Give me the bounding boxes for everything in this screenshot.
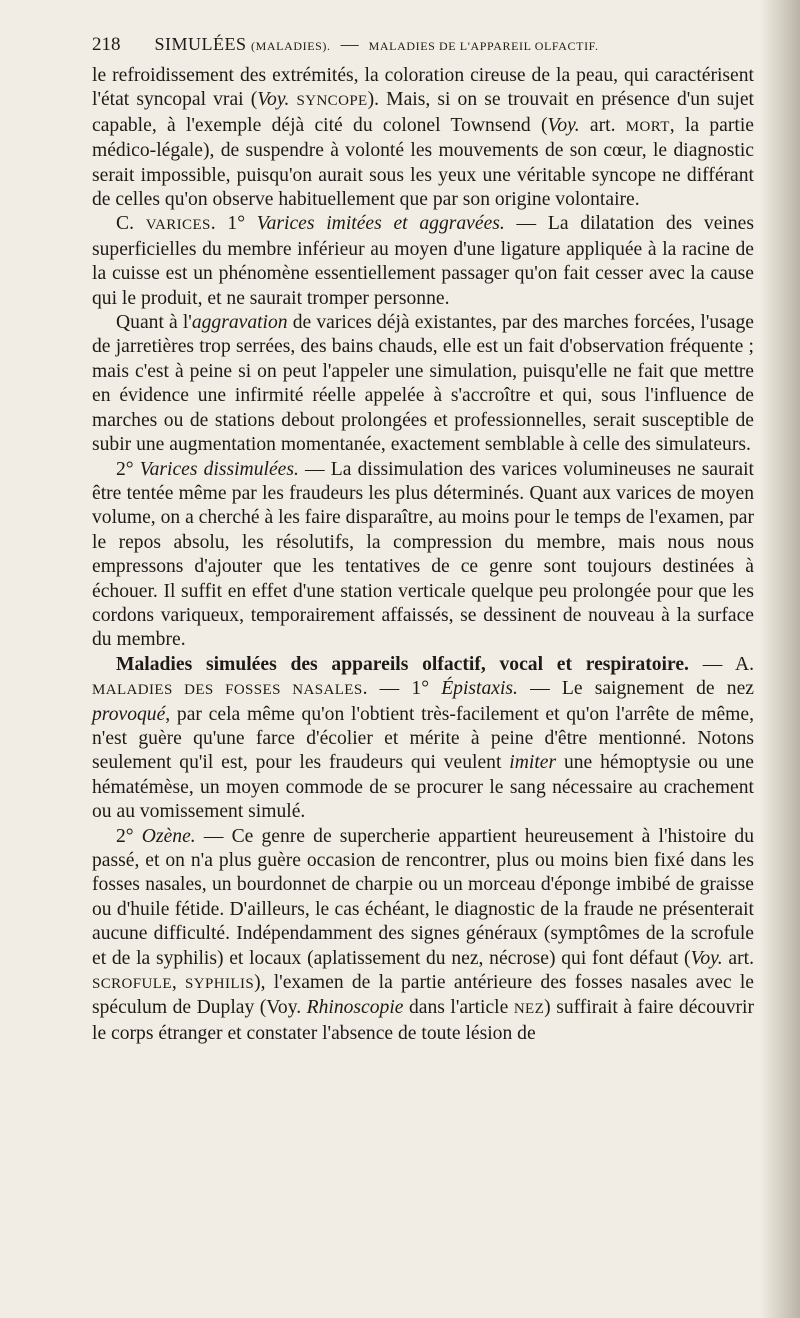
running-dash: — — [340, 34, 359, 54]
page-number: 218 — [92, 34, 121, 55]
paragraph-aggravation — [92, 311, 754, 457]
text-run: , — [171, 972, 186, 994]
book-page — [92, 34, 754, 1046]
text-run: 2° — [116, 825, 142, 847]
text-run: Voy. — [257, 89, 290, 111]
text-run: — La dissimulation des varices volumineuses ne saurait être tentée même par les fraudeurs les plus déterminés. Quant aux varices de moyen volume, on a cherché à les faire disparaître, au moins pour le temps de l'examen, par le repos absolu, les résolutifs, la compression du membre, mais nous nous empressons d'ajouter que les tentatives de ce genre sont toujours destinées à échouer. Il suffit en effet d'une station verticale quelque peu prolongée pour que les cordons variqueux, temporairement affaissés, se dessinent de nouveau à la surface du membre. — [92, 458, 755, 651]
text-run: ). Mais, si on se trouvait en présence d'un sujet capable, à l'exemple déjà cité du colonel Townsend ( — [92, 89, 755, 136]
text-run: Varices dissimulées. — [139, 458, 299, 480]
text-run: de varices déjà existantes, par des marches forcées, l'usage de jarretières trop serrées, des bains chauds, elle est un fait d'observation fréquente ; mais c'est à peine si on peut l'appeler une simulation, puisqu'elle ne fait que mettre en évidence une infirmité réelle appelée à s'accroître et qui, sous l'influence de marches ou de stations debout prolongées et professionnelles, serait susceptible de subir une augmentation momentanée, exactement semblable à celle des simulateurs. — [92, 312, 754, 456]
paragraph-ozene — [92, 825, 754, 1047]
text-run: ), l'examen de la partie antérieure des fosses nasales avec le spéculum de Duplay (Voy. — [92, 972, 754, 1019]
text-run: art. — [579, 114, 626, 136]
text-run: SYNCOPE — [296, 93, 368, 110]
text-run: — A. — [688, 653, 755, 675]
paragraph-varices-imitees — [92, 212, 754, 311]
text-run: MALADIES DES FOSSES NASALES — [92, 682, 363, 699]
text-run: aggravation — [191, 312, 288, 334]
text-run: le refroidissement des extrémités, la coloration cireuse de la peau, qui caractérisent l'état syncopal vrai ( — [92, 65, 754, 111]
page-edge-shadow — [760, 0, 800, 1318]
text-run: Épistaxis. — [441, 678, 518, 700]
text-run: Ozène. — [141, 825, 196, 847]
text-run: NEZ — [513, 1001, 545, 1018]
text-run: Varices imitées et aggravées. — [256, 213, 505, 235]
text-run: dans l'article — [403, 997, 514, 1019]
body-text — [92, 64, 754, 1046]
text-run: — Le saignement de nez — [517, 678, 754, 700]
paragraph-appareils — [92, 653, 754, 825]
text-run: . 1° — [210, 213, 257, 235]
text-run: imiter — [509, 752, 557, 774]
text-run: C. — [116, 213, 146, 235]
text-run: — Ce genre de supercherie appartient heureusement à l'histoire du passé, et on n'a plus guère occasion de rencontrer, plus ou moins bien fixé dans les fosses nasales, un bourdonnet de charpie ou un morceau d'éponge imbibé de graisse ou d'huile fétide. D'ailleurs, le cas échéant, le diagnostic de la fraude ne présenterait aucune difficulté. Indépendamment des signes généraux (symptômes de la scrofule et de la syphilis) et locaux (aplatissement du nez, nécrose) qui font défaut ( — [92, 825, 755, 969]
text-run: SCROFULE — [92, 976, 172, 993]
text-run: — La dilatation des veines superficielles du membre inférieur au moyen d'une ligature appliquée à la racine de la cuisse est un phénomène essentiellement passager qu'on fait cesser avec la cause qui le produit, et ne saurait tromper personne. — [92, 213, 754, 309]
running-head — [92, 34, 754, 64]
text-run: Voy. — [547, 114, 580, 136]
text-run: MORT — [625, 118, 670, 135]
text-run: provoqué — [92, 703, 166, 725]
text-run: ) suffirait à faire découvrir le corps étranger et constater l'absence de toute lésion de — [92, 997, 755, 1044]
paragraph-syncope — [92, 64, 754, 212]
text-run: . — 1° — [362, 678, 442, 700]
running-section: MALADIES DE L'APPAREIL OLFACTIF. — [368, 39, 599, 53]
text-run: art. — [722, 947, 754, 969]
text-run: SYPHILIS — [185, 976, 255, 993]
text-run: , la partie médico-légale), de suspendre à volonté les mouvements de son cœur, le diagnostic serait impossible, puisqu'on aurait sous les yeux une véritable syncope ne différant de celles qu'on observe habituellement que par son origine volontaire. — [92, 114, 754, 211]
text-run: 2° — [116, 458, 140, 480]
paragraph-varices-dissimulees — [92, 458, 754, 653]
text-run: VARICES — [145, 217, 211, 234]
text-run: Rhinoscopie — [306, 997, 404, 1019]
running-title: SIMULÉES — [154, 34, 247, 54]
text-run: une hémoptysie ou une hématémèse, un moyen commode de se procurer le sang nécessaire au crachement ou au vomissement simulé. — [92, 752, 754, 823]
section-heading: Maladies simulées des appareils olfactif, vocal et respiratoire. — [116, 653, 689, 675]
text-run: Voy. — [690, 947, 723, 969]
text-run: Quant à l' — [116, 312, 192, 334]
text-run: , par cela même qu'on l'obtient très-facilement et qu'on l'arrête de même, n'est guère qu'une farce d'écolier et mérite à peine d'être mentionné. Notons seulement qu'il est, pour les fraudeurs qui veulent — [92, 703, 754, 774]
running-title-sub: (MALADIES). — [251, 39, 331, 53]
